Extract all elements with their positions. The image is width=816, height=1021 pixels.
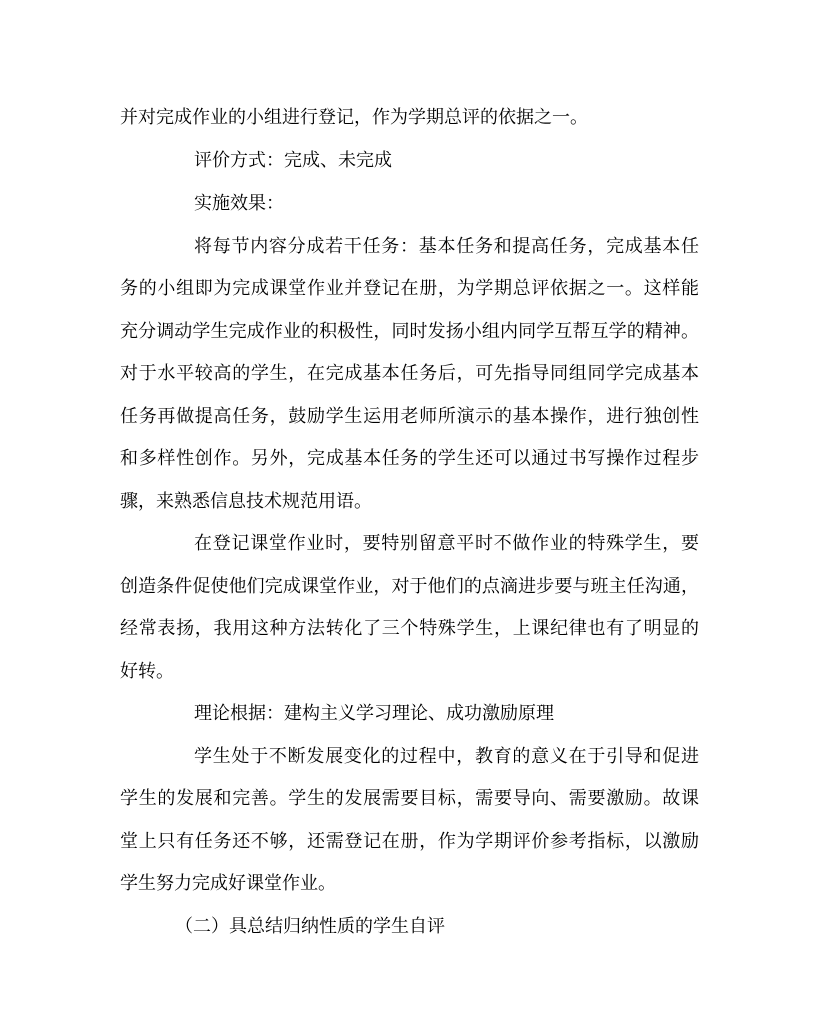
paragraph-line: 创造条件促使他们完成课堂作业，对于他们的点滴进步要与班主任沟通，: [120, 576, 699, 597]
paragraph-line: 学生的发展和完善。学生的发展需要目标，需要导向、需要激励。故课: [120, 788, 699, 809]
paragraph-line: 和多样性创作。另外，完成基本任务的学生还可以通过书写操作过程步: [120, 448, 699, 469]
evaluation-method-line: 评价方式：完成、未完成: [194, 150, 392, 171]
paragraph-line: 在登记课堂作业时，要特别留意平时不做作业的特殊学生，要: [194, 533, 699, 554]
paragraph-line: 经常表扬，我用这种方法转化了三个特殊学生，上课纪律也有了明显的: [120, 618, 699, 639]
paragraph-line: 学生处于不断发展变化的过程中，教育的意义在于引导和促进: [194, 746, 699, 767]
effect-heading: 实施效果：: [194, 193, 284, 214]
paragraph-line: 充分调动学生完成作业的积极性，同时发扬小组内同学互帮互学的精神。: [120, 321, 699, 342]
paragraph-line: 务的小组即为完成课堂作业并登记在册，为学期总评依据之一。这样能: [120, 278, 699, 299]
paragraph-line: 骤，来熟悉信息技术规范用语。: [120, 491, 372, 512]
paragraph-line: 学生努力完成好课堂作业。: [120, 873, 336, 894]
paragraph-line: 对于水平较高的学生，在完成基本任务后，可先指导同组同学完成基本: [120, 363, 699, 384]
paragraph-line: 并对完成作业的小组进行登记，作为学期总评的依据之一。: [120, 107, 588, 128]
theory-basis-line: 理论根据：建构主义学习理论、成功激励原理: [194, 703, 554, 724]
section-heading: （二）具总结归纳性质的学生自评: [175, 916, 445, 937]
paragraph-line: 将每节内容分成若干任务：基本任务和提高任务，完成基本任: [194, 236, 699, 257]
paragraph-line: 堂上只有任务还不够，还需登记在册，作为学期评价参考指标，以激励: [120, 831, 699, 852]
paragraph-line: 任务再做提高任务，鼓励学生运用老师所演示的基本操作，进行独创性: [120, 406, 699, 427]
paragraph-line: 好转。: [120, 661, 174, 682]
